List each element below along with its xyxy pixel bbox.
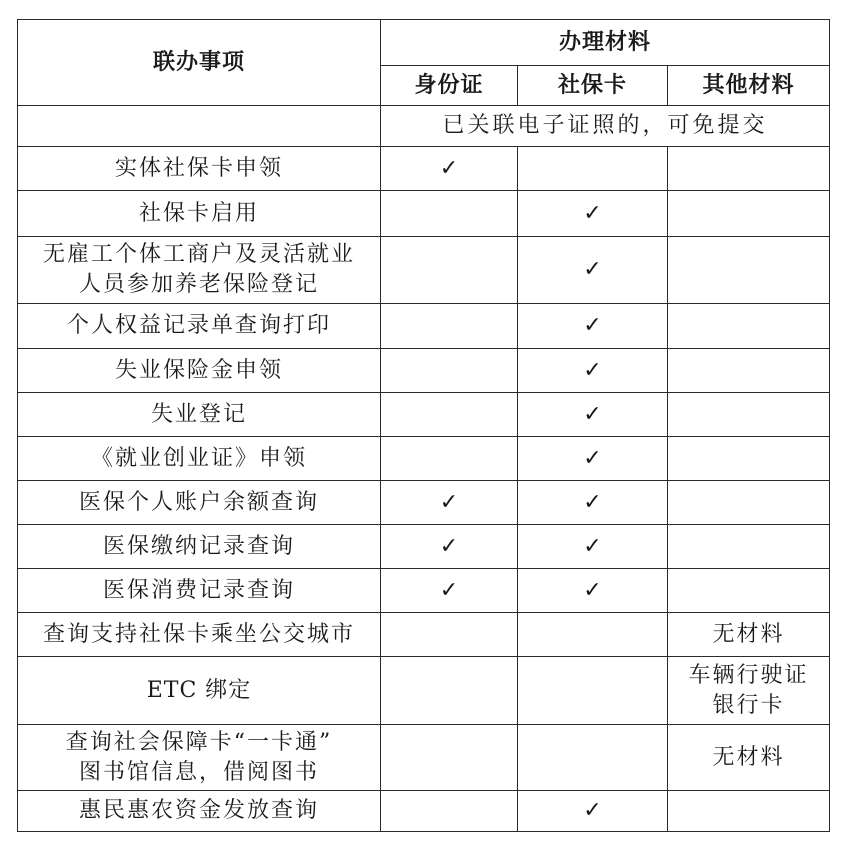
other-material bbox=[668, 237, 830, 304]
social-card-check bbox=[518, 147, 668, 191]
social-card-check: ✓ bbox=[518, 304, 668, 349]
materials-group-header: 办理材料 bbox=[381, 20, 830, 66]
social-card-check: ✓ bbox=[518, 437, 668, 481]
item-name: 医保个人账户余额查询 bbox=[18, 481, 381, 525]
id-card-check: ✓ bbox=[381, 525, 518, 569]
table-row bbox=[18, 725, 830, 791]
other-material bbox=[668, 437, 830, 481]
social-card-check: ✓ bbox=[518, 191, 668, 237]
table-row bbox=[18, 437, 830, 481]
col-header-id-card: 身份证 bbox=[381, 66, 518, 106]
id-card-check bbox=[381, 349, 518, 393]
item-name: 查询支持社保卡乘坐公交城市 bbox=[18, 613, 381, 657]
social-card-check: ✓ bbox=[518, 237, 668, 304]
item-column-header-spacer bbox=[18, 106, 381, 147]
item-name: 医保消费记录查询 bbox=[18, 569, 381, 613]
item-name: 实体社保卡申领 bbox=[18, 147, 381, 191]
col-header-social-card: 社保卡 bbox=[518, 66, 668, 106]
id-card-check bbox=[381, 393, 518, 437]
item-name: 失业登记 bbox=[18, 393, 381, 437]
item-name-line: 人员参加养老保险登记 bbox=[78, 272, 319, 297]
other-material bbox=[668, 393, 830, 437]
item-name: 医保缴纳记录查询 bbox=[18, 525, 381, 569]
social-card-check bbox=[518, 657, 668, 725]
item-name: 个人权益记录单查询打印 bbox=[18, 304, 381, 349]
id-card-check: ✓ bbox=[381, 147, 518, 191]
id-card-check bbox=[381, 437, 518, 481]
e-license-note: 已关联电子证照的，可免提交 bbox=[381, 106, 830, 147]
table-row bbox=[18, 791, 830, 832]
other-material bbox=[668, 147, 830, 191]
item-column-header: 联办事项 bbox=[18, 20, 381, 106]
other-material bbox=[668, 525, 830, 569]
table-row bbox=[18, 657, 830, 725]
item-name-line: 图书馆信息，借阅图书 bbox=[78, 759, 319, 785]
col-header-other: 其他材料 bbox=[668, 66, 830, 106]
table-row bbox=[18, 304, 830, 349]
table-row bbox=[18, 481, 830, 525]
other-material bbox=[668, 481, 830, 525]
id-card-check bbox=[381, 725, 518, 791]
other-material: 无材料 bbox=[668, 613, 830, 657]
other-material-line: 车辆行驶证 bbox=[688, 662, 809, 688]
materials-table bbox=[17, 19, 830, 832]
other-material-line: 银行卡 bbox=[712, 692, 785, 718]
item-name: 社保卡启用 bbox=[18, 191, 381, 237]
item-name bbox=[18, 237, 381, 304]
other-material bbox=[668, 791, 830, 832]
id-card-check bbox=[381, 791, 518, 832]
item-name: ETC 绑定 bbox=[18, 657, 381, 725]
table-row bbox=[18, 191, 830, 237]
other-material bbox=[668, 657, 830, 725]
item-name: 惠民惠农资金发放查询 bbox=[18, 791, 381, 832]
id-card-check bbox=[381, 191, 518, 237]
table-row bbox=[18, 147, 830, 191]
table-row bbox=[18, 613, 830, 657]
social-card-check: ✓ bbox=[518, 791, 668, 832]
social-card-check: ✓ bbox=[518, 349, 668, 393]
item-name-line: 无雇工个体工商户及灵活就业 bbox=[42, 242, 355, 267]
other-material bbox=[668, 569, 830, 613]
id-card-check bbox=[381, 657, 518, 725]
table-row bbox=[18, 349, 830, 393]
table-row bbox=[18, 569, 830, 613]
other-material bbox=[668, 304, 830, 349]
id-card-check bbox=[381, 613, 518, 657]
table-row bbox=[18, 237, 830, 304]
item-name: 《就业创业证》申领 bbox=[18, 437, 381, 481]
social-card-check: ✓ bbox=[518, 393, 668, 437]
social-card-check: ✓ bbox=[518, 525, 668, 569]
other-material: 无材料 bbox=[668, 725, 830, 791]
id-card-check: ✓ bbox=[381, 481, 518, 525]
other-material bbox=[668, 349, 830, 393]
social-card-check bbox=[518, 613, 668, 657]
id-card-check bbox=[381, 304, 518, 349]
item-name: 失业保险金申领 bbox=[18, 349, 381, 393]
id-card-check bbox=[381, 237, 518, 304]
social-card-check bbox=[518, 725, 668, 791]
table-row bbox=[18, 393, 830, 437]
social-card-check: ✓ bbox=[518, 481, 668, 525]
item-name bbox=[18, 725, 381, 791]
id-card-check: ✓ bbox=[381, 569, 518, 613]
other-material bbox=[668, 191, 830, 237]
social-card-check: ✓ bbox=[518, 569, 668, 613]
table-row bbox=[18, 525, 830, 569]
item-name-line: 查询社会保障卡“一卡通” bbox=[65, 729, 333, 755]
